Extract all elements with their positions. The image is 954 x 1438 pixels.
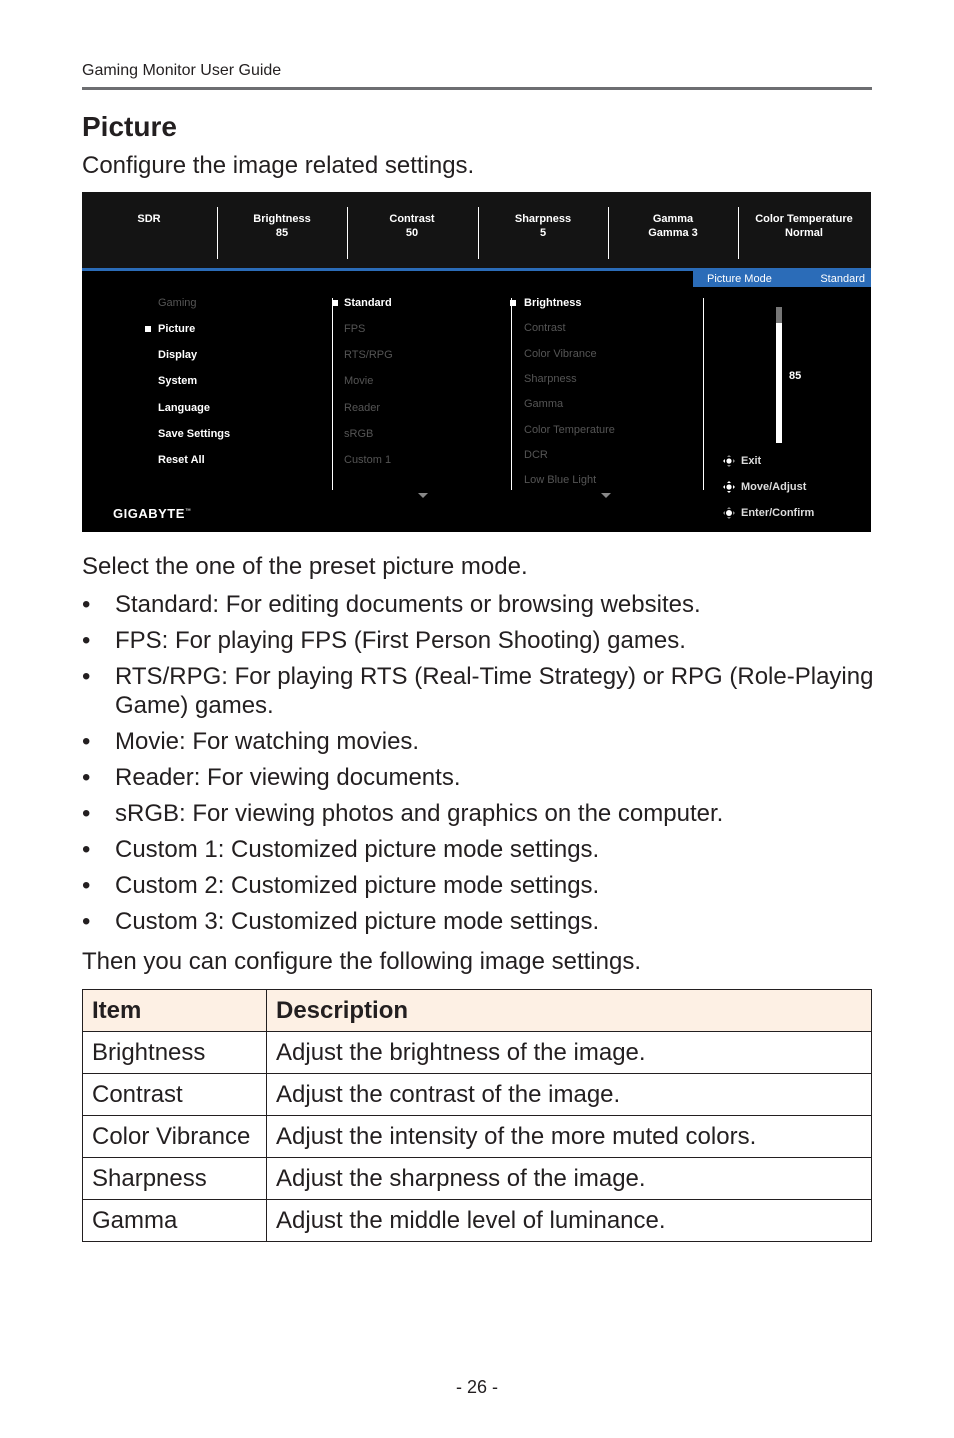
osd-menu-reset-all[interactable]: Reset All: [158, 454, 205, 466]
picture-mode-value: Standard: [820, 273, 865, 285]
settings-lead-text: Then you can configure the following image settings.: [82, 948, 641, 975]
section-intro: Configure the image related settings.: [82, 152, 475, 179]
osd-mode-fps[interactable]: FPS: [344, 323, 366, 335]
osd-top-value: Gamma 3: [648, 227, 698, 239]
section-title: Picture: [82, 111, 177, 142]
running-head: Gaming Monitor User Guide: [82, 62, 282, 79]
bullet: •: [82, 627, 91, 654]
list-item: [82, 590, 882, 619]
scroll-down-icon[interactable]: [418, 493, 428, 498]
column-header-description: Description: [267, 990, 872, 1032]
scroll-down-icon[interactable]: [601, 493, 611, 498]
column-header-item: Item: [83, 990, 267, 1032]
table-cell-description: Adjust the brightness of the image.: [267, 1032, 872, 1074]
joystick-move-icon: [722, 480, 736, 494]
osd-top-item-sharpness: [478, 212, 608, 240]
list-item: [82, 662, 882, 720]
bullet: •: [82, 663, 91, 690]
table-header-row: [83, 990, 872, 1032]
osd-setting-brightness[interactable]: Brightness: [524, 297, 582, 309]
osd-screenshot: [82, 192, 871, 532]
osd-setting-dcr[interactable]: DCR: [524, 449, 548, 461]
osd-top-value: 85: [275, 227, 289, 239]
osd-menu-display[interactable]: Display: [158, 349, 198, 361]
selection-marker: [510, 300, 516, 306]
table-cell-item: Brightness: [83, 1032, 267, 1074]
table-cell-description: Adjust the sharpness of the image.: [267, 1158, 872, 1200]
osd-top-label: Contrast: [389, 213, 435, 225]
page-number: - 26 -: [455, 1377, 498, 1397]
bullet: •: [82, 591, 91, 618]
bullet: •: [82, 872, 91, 899]
osd-setting-contrast[interactable]: Contrast: [524, 322, 566, 334]
osd-top-label: Gamma: [652, 213, 694, 225]
list-item: [82, 763, 882, 792]
joystick-left-icon: [722, 454, 736, 468]
osd-setting-color-vibrance[interactable]: Color Vibrance: [524, 348, 597, 360]
preset-mode-list: [82, 590, 882, 943]
list-item-text: FPS: For playing FPS (First Person Shooting) games.: [115, 627, 686, 654]
table-row: [83, 1116, 872, 1158]
osd-setting-color-temperature[interactable]: Color Temperature: [524, 424, 615, 436]
list-item: [82, 835, 882, 864]
bullet: •: [82, 764, 91, 791]
table-cell-item: Color Vibrance: [83, 1116, 267, 1158]
osd-top-item-brightness: [217, 212, 347, 240]
osd-top-value: 5: [539, 227, 547, 239]
list-item: [82, 799, 882, 828]
list-item-text: sRGB: For viewing photos and graphics on the computer.: [115, 800, 724, 827]
bullet: •: [82, 908, 91, 935]
list-item: [82, 907, 882, 936]
logo-text: GIGABYTE: [113, 506, 185, 521]
table-row: [83, 1200, 872, 1242]
osd-top-item-color-temperature: [739, 212, 869, 240]
picture-mode-label: Picture Mode: [707, 273, 772, 285]
list-item: [82, 626, 882, 655]
osd-mode-rts-rpg[interactable]: RTS/RPG: [344, 349, 393, 361]
list-item-text: Custom 2: Customized picture mode settings.: [115, 872, 600, 899]
list-item-text: Custom 1: Customized picture mode settings.: [115, 836, 600, 863]
brightness-slider-value: 85: [789, 370, 802, 382]
osd-top-item-contrast: [347, 212, 477, 240]
table-cell-item: Sharpness: [83, 1158, 267, 1200]
joystick-press-icon: [722, 506, 736, 520]
table-row: [83, 1074, 872, 1116]
list-item: [82, 871, 882, 900]
selection-marker: [145, 326, 151, 332]
list-item-text: RTS/RPG: For playing RTS (Real-Time Strategy) or RPG (Role-Playing Game) games.: [115, 663, 874, 719]
column-divider: [511, 298, 512, 490]
table-cell-item: Contrast: [83, 1074, 267, 1116]
osd-top-label: Brightness: [253, 213, 311, 225]
nav-exit-label: Exit: [741, 455, 762, 467]
settings-table: [82, 989, 872, 1242]
osd-top-label: SDR: [137, 213, 161, 225]
osd-mode-movie[interactable]: Movie: [344, 375, 374, 387]
gigabyte-logo: [113, 506, 191, 521]
osd-setting-sharpness[interactable]: Sharpness: [524, 373, 577, 385]
osd-mode-custom-1[interactable]: Custom 1: [344, 454, 392, 466]
list-item-text: Reader: For viewing documents.: [115, 764, 461, 791]
table-cell-item: Gamma: [83, 1200, 267, 1242]
osd-picture-mode-bar: [693, 271, 871, 287]
brightness-slider-remainder: [776, 307, 782, 323]
osd-mode-srgb[interactable]: sRGB: [344, 428, 374, 440]
bullet: •: [82, 800, 91, 827]
brightness-slider[interactable]: [776, 307, 782, 443]
osd-top-label: Color Temperature: [755, 213, 853, 225]
selection-marker: [332, 300, 338, 306]
logo-trademark: ™: [184, 508, 192, 515]
osd-top-item-gamma: [608, 212, 738, 240]
list-item-text: Standard: For editing documents or browsing websites.: [115, 591, 701, 618]
osd-top-value: 50: [405, 227, 419, 239]
osd-top-value: Normal: [785, 227, 823, 239]
table-cell-description: Adjust the contrast of the image.: [267, 1074, 872, 1116]
osd-menu-gaming[interactable]: Gaming: [158, 297, 197, 309]
osd-menu-save-settings[interactable]: Save Settings: [158, 428, 231, 440]
osd-top-bar: [82, 192, 871, 268]
osd-menu-language[interactable]: Language: [158, 402, 210, 414]
preset-lead-text: Select the one of the preset picture mode.: [82, 553, 528, 580]
table-cell-description: Adjust the middle level of luminance.: [267, 1200, 872, 1242]
column-divider: [703, 298, 704, 490]
osd-top-label: Sharpness: [514, 213, 572, 225]
bullet: •: [82, 836, 91, 863]
nav-enter-confirm-label: Enter/Confirm: [741, 507, 815, 519]
table-row: [83, 1158, 872, 1200]
osd-mode-standard[interactable]: Standard: [344, 297, 392, 309]
osd-menu-system[interactable]: System: [158, 375, 198, 387]
header-rule: [82, 87, 872, 90]
list-item: [82, 727, 882, 756]
list-item-text: Movie: For watching movies.: [115, 728, 420, 755]
bullet: •: [82, 728, 91, 755]
osd-mode-reader[interactable]: Reader: [344, 402, 381, 414]
column-divider: [332, 298, 333, 490]
table-cell-description: Adjust the intensity of the more muted colors.: [267, 1116, 872, 1158]
nav-move-adjust-label: Move/Adjust: [741, 481, 807, 493]
list-item-text: Custom 3: Customized picture mode settings.: [115, 908, 600, 935]
osd-top-item-sdr: [84, 212, 214, 226]
osd-setting-low-blue-light[interactable]: Low Blue Light: [524, 474, 597, 486]
osd-menu-picture[interactable]: Picture: [158, 323, 196, 335]
table-row: [83, 1032, 872, 1074]
osd-setting-gamma[interactable]: Gamma: [524, 398, 564, 410]
